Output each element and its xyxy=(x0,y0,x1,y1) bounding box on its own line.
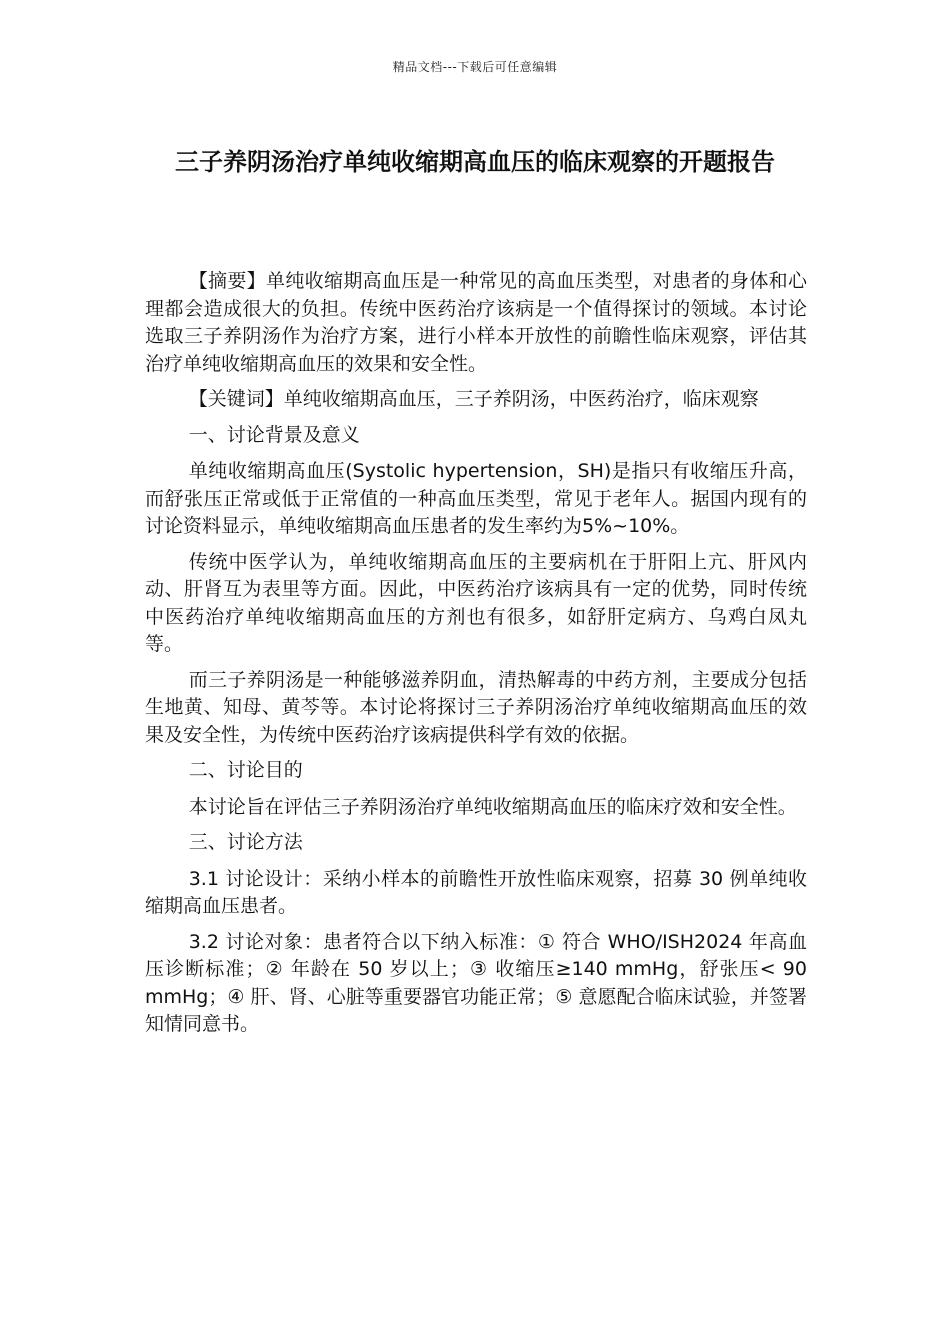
document-title: 三子养阴汤治疗单纯收缩期高血压的临床观察的开题报告 xyxy=(175,148,775,176)
body-paragraph: 单纯收缩期高血压(Systolic hypertension，SH)是指只有收缩压升高，而舒张压正常或低于正常值的一种高血压类型，常见于老年人。据国内现有的讨论资料显示，单纯收缩期高血压患者的发生率约为5%~10%。 xyxy=(145,460,807,537)
section-heading-methods: 三、讨论方法 xyxy=(188,831,303,853)
document-body xyxy=(145,268,807,1047)
header-note: 精品文档---下载后可任意编辑 xyxy=(392,60,558,74)
keywords-paragraph: 【关键词】单纯收缩期高血压，三子养阴汤，中医药治疗，临床观察 xyxy=(188,388,759,410)
body-paragraph: 3.2 讨论对象：患者符合以下纳入标准：① 符合 WHO/ISH2024 年高血压诊断标准；② 年龄在 50 岁以上；③ 收缩压≥140 mmHg，舒张压< 90 mmHg；④ 肝、肾、心脏等重要器官功能正常；⑤ 意愿配合临床试验，并签署知情同意书。 xyxy=(145,930,807,1035)
section-heading-purpose: 二、讨论目的 xyxy=(188,759,303,781)
body-paragraph: 本讨论旨在评估三子养阴汤治疗单纯收缩期高血压的临床疗效和安全性。 xyxy=(188,795,797,818)
body-paragraph: 3.1 讨论设计：采纳小样本的前瞻性开放性临床观察，招募 30 例单纯收缩期高血压患者。 xyxy=(145,867,807,917)
section-heading-background: 一、讨论背景及意义 xyxy=(188,423,360,446)
body-paragraph: 传统中医学认为，单纯收缩期高血压的主要病机在于肝阳上亢、肝风内动、肝肾互为表里等方面。因此，中医药治疗该病具有一定的优势，同时传统中医药治疗单纯收缩期高血压的方剂也有很多，如舒肝定病方、乌鸡白凤丸等。 xyxy=(145,550,807,655)
abstract-paragraph: 【摘要】单纯收缩期高血压是一种常见的高血压类型，对患者的身体和心理都会造成很大的负担。传统中医药治疗该病是一个值得探讨的领域。本讨论选取三子养阴汤作为治疗方案，进行小样本开放性的前瞻性临床观察，评估其治疗单纯收缩期高血压的效果和安全性。 xyxy=(145,270,807,375)
body-paragraph: 而三子养阴汤是一种能够滋养阴血，清热解毒的中药方剂，主要成分包括生地黄、知母、黄芩等。本讨论将探讨三子养阴汤治疗单纯收缩期高血压的效果及安全性，为传统中医药治疗该病提供科学有效的依据。 xyxy=(145,668,807,746)
